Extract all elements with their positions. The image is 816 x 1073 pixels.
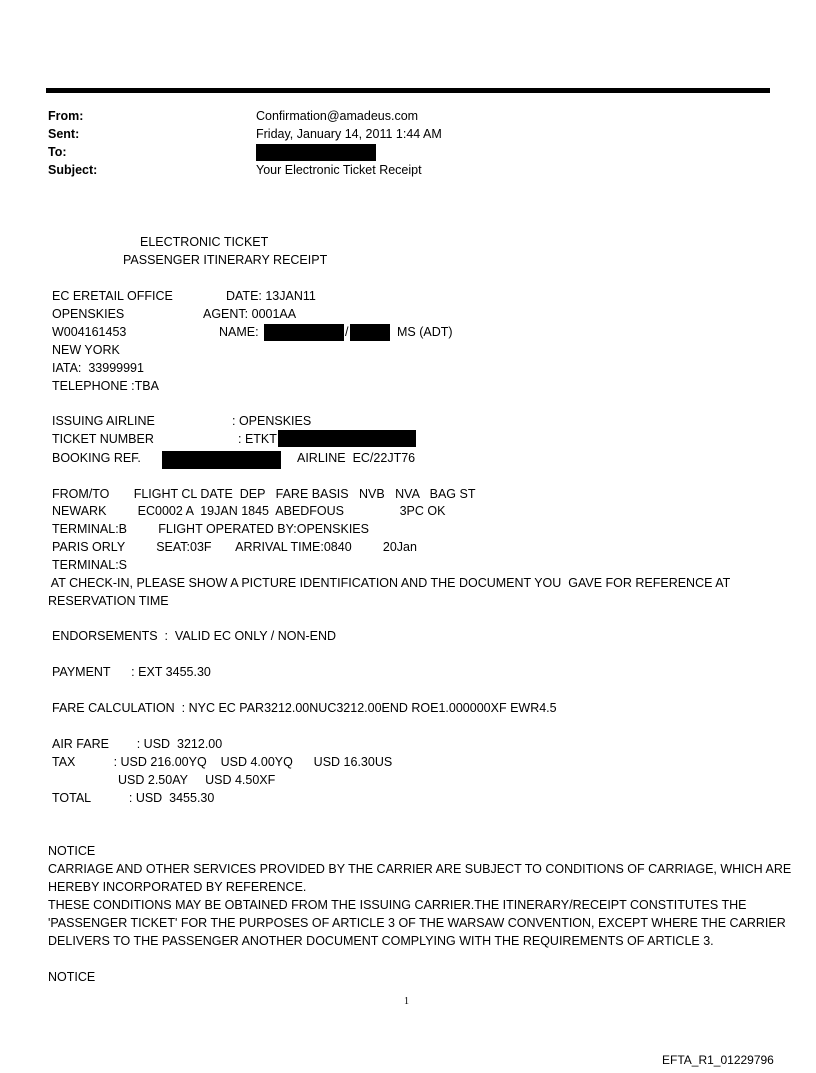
title-line2: PASSENGER ITINERARY RECEIPT [123,253,328,267]
iata-number: IATA: 33999991 [52,361,144,375]
checkin-notice-line2: RESERVATION TIME [48,594,169,608]
total-fare: TOTAL : USD 3455.30 [52,791,215,805]
subject-value: Your Electronic Ticket Receipt [256,163,422,177]
issuing-airline-value: : OPENSKIES [232,414,312,428]
from-label: From: [48,109,84,123]
checkin-notice-line1: AT CHECK-IN, PLEASE SHOW A PICTURE IDENTIFICATION AND THE DOCUMENT YOU GAVE FOR REFERENCE AT [48,576,731,590]
fare-calculation: FARE CALCULATION : NYC EC PAR3212.00NUC3212.00END ROE1.000000XF EWR4.5 [52,701,557,715]
redaction-firstname [350,324,390,341]
tax-line2: USD 2.50AY USD 4.50XF [118,773,276,787]
sent-label: Sent: [48,127,80,141]
flight-row-arrival: PARIS ORLY SEAT:03F ARRIVAL TIME:0840 20Jan [52,540,417,554]
subject-label: Subject: [48,163,98,177]
office-name: EC ERETAIL OFFICE [52,289,173,303]
passenger-name-label: NAME: [219,325,259,339]
from-value: Confirmation@amadeus.com [256,109,419,123]
ticket-number-label: TICKET NUMBER [52,432,154,446]
redaction-recipient [256,144,376,161]
office-carrier: OPENSKIES [52,307,125,321]
notice-paragraph-line2: HEREBY INCORPORATED BY REFERENCE. [48,880,307,894]
notice-paragraph-line1: CARRIAGE AND OTHER SERVICES PROVIDED BY THE CARRIER ARE SUBJECT TO CONDITIONS OF CARRIAGE, WHICH ARE [48,862,792,876]
agent-code: AGENT: 0001AA [203,307,297,321]
issuing-airline-label: ISSUING AIRLINE [52,414,155,428]
ticket-number-prefix: : ETKT [238,432,277,446]
airline-booking-ref: AIRLINE EC/22JT76 [297,451,416,465]
header-rule [46,88,770,93]
notice-paragraph-line5: DELIVERS TO THE PASSENGER ANOTHER DOCUMENT COMPLYING WITH THE REQUIREMENTS OF ARTICLE 3. [48,934,714,948]
passenger-type: MS (ADT) [397,325,453,339]
notice-paragraph-line4: 'PASSENGER TICKET' FOR THE PURPOSES OF ARTICLE 3 OF THE WARSAW CONVENTION, EXCEPT WHERE THE CARRIER [48,916,786,930]
page-number: 1 [404,996,409,1007]
office-telephone: TELEPHONE :TBA [52,379,159,393]
air-fare: AIR FARE : USD 3212.00 [52,737,223,751]
office-city: NEW YORK [52,343,120,357]
title-line1: ELECTRONIC TICKET [140,235,269,249]
redaction-booking-ref [162,451,281,469]
notice-heading: NOTICE [48,844,96,858]
booking-ref-label: BOOKING REF. [52,451,141,465]
flight-row-departure: NEWARK EC0002 A 19JAN 1845 ABEDFOUS 3PC OK [52,504,446,518]
issue-date: DATE: 13JAN11 [226,289,316,303]
redaction-ticket-number [278,430,416,447]
office-id: W004161453 [52,325,127,339]
flight-row-terminal-dep: TERMINAL:B FLIGHT OPERATED BY:OPENSKIES [52,522,369,536]
tax-line1: TAX : USD 216.00YQ USD 4.00YQ USD 16.30US [52,755,393,769]
notice-heading-2: NOTICE [48,970,96,984]
notice-paragraph-line3: THESE CONDITIONS MAY BE OBTAINED FROM THE ISSUING CARRIER.THE ITINERARY/RECEIPT CONSTITUTES THE [48,898,747,912]
name-slash: / [345,325,349,339]
endorsements: ENDORSEMENTS : VALID EC ONLY / NON-END [52,629,337,643]
redaction-surname [264,324,344,341]
payment: PAYMENT : EXT 3455.30 [52,665,211,679]
sent-value: Friday, January 14, 2011 1:44 AM [256,127,442,141]
flight-row-terminal-arr: TERMINAL:S [52,558,128,572]
to-label: To: [48,145,67,159]
flight-table-header: FROM/TO FLIGHT CL DATE DEP FARE BASIS NVB NVA BAG ST [52,487,476,501]
document-id: EFTA_R1_01229796 [662,1053,774,1067]
